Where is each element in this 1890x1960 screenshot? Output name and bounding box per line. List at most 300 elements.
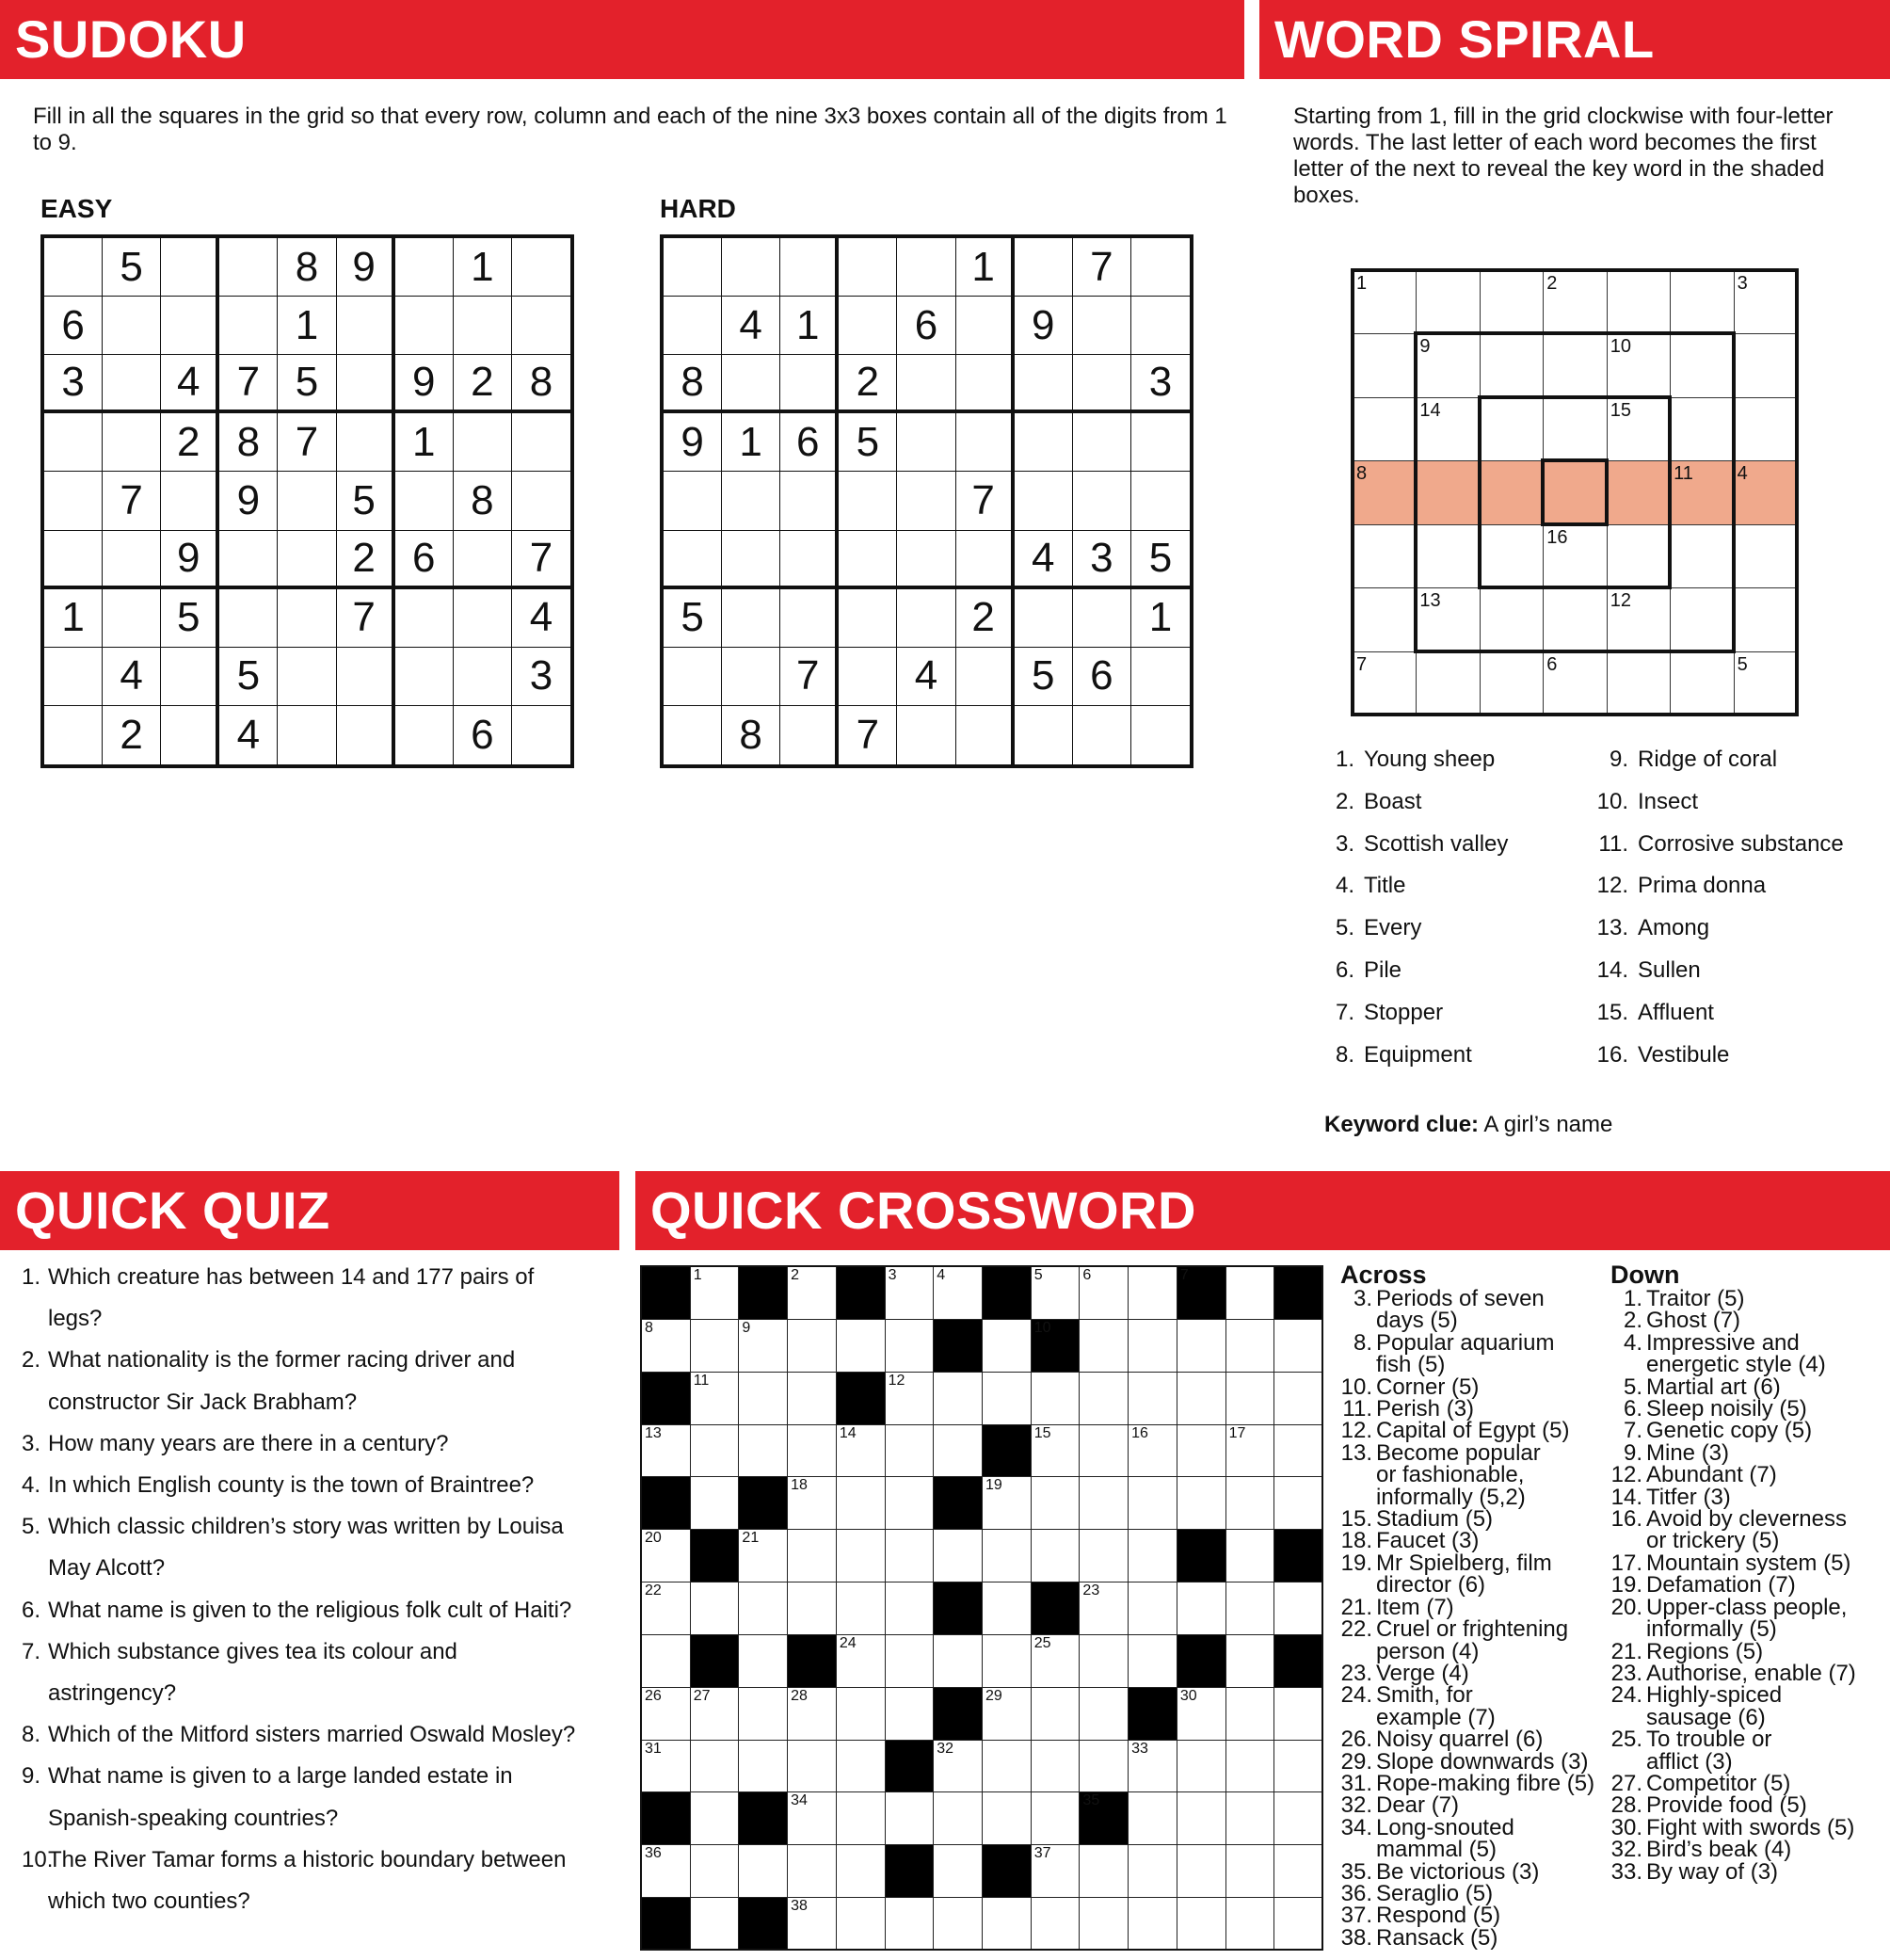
- crossword-clue-number: 1.: [1623, 1286, 1642, 1311]
- crossword-clue-line: informally (5,2): [1376, 1484, 1526, 1510]
- spiral-clue-text: Pile: [1364, 957, 1402, 983]
- crossword-clue-line: Fight with swords (5): [1646, 1814, 1855, 1840]
- sudoku-cell[interactable]: [664, 531, 722, 589]
- crossword-clue: [1610, 1288, 1890, 1309]
- sudoku-cell[interactable]: [103, 413, 161, 472]
- sudoku-cell[interactable]: 4: [161, 355, 219, 413]
- sudoku-cell[interactable]: [103, 355, 161, 413]
- sudoku-cell[interactable]: [1015, 472, 1073, 530]
- spiral-clue-text: Every: [1364, 915, 1422, 941]
- sudoku-cell[interactable]: 1: [395, 413, 454, 472]
- sudoku-cell[interactable]: 8: [278, 238, 336, 297]
- spiral-clue: [1322, 957, 1401, 984]
- spiral-clue-text: Title: [1364, 873, 1406, 899]
- keyword-clue-label: Keyword clue:: [1324, 1112, 1480, 1137]
- sudoku-cell[interactable]: 7: [103, 472, 161, 530]
- sudoku-cell[interactable]: [337, 648, 395, 706]
- crossword-number: 26: [645, 1687, 662, 1704]
- sudoku-cell[interactable]: 5: [839, 413, 897, 472]
- sudoku-cell[interactable]: 9: [161, 531, 219, 589]
- crossword-clue: [1340, 1376, 1609, 1398]
- sudoku-cell[interactable]: 6: [454, 706, 512, 764]
- sudoku-cell[interactable]: [1131, 472, 1190, 530]
- sudoku-cell[interactable]: [1131, 297, 1190, 355]
- sudoku-cell[interactable]: 9: [664, 413, 722, 472]
- crossword-number: 15: [1033, 1424, 1051, 1441]
- sudoku-cell[interactable]: [897, 589, 955, 648]
- sudoku-cell[interactable]: [897, 355, 955, 413]
- sudoku-cell[interactable]: [1073, 297, 1131, 355]
- sudoku-cell[interactable]: [44, 472, 103, 530]
- quiz-question-continued: which two counties?: [48, 1888, 250, 1914]
- crossword-clue: [1610, 1594, 1890, 1643]
- sudoku-cell[interactable]: 3: [512, 648, 570, 706]
- sudoku-cell[interactable]: 4: [1015, 531, 1073, 589]
- sudoku-cell[interactable]: [722, 531, 780, 589]
- sudoku-cell[interactable]: [219, 531, 278, 589]
- crossword-clue-line: Traitor (5): [1646, 1286, 1745, 1311]
- sudoku-cell[interactable]: 2: [103, 706, 161, 764]
- sudoku-cell[interactable]: [219, 297, 278, 355]
- sudoku-cell[interactable]: 9: [1015, 297, 1073, 355]
- sudoku-cell[interactable]: [44, 413, 103, 472]
- crossword-clue-line: person (4): [1376, 1638, 1480, 1664]
- crossword-clue-line: Stadium (5): [1376, 1506, 1494, 1533]
- sudoku-cell[interactable]: 2: [337, 531, 395, 589]
- sudoku-cell[interactable]: [722, 355, 780, 413]
- crossword-clue-line: fish (5): [1376, 1352, 1446, 1378]
- spiral-clue: [1591, 1000, 1714, 1026]
- crossword-number: 24: [839, 1634, 857, 1651]
- sudoku-cell[interactable]: [664, 297, 722, 355]
- spiral-clue-text: Sullen: [1638, 957, 1701, 983]
- sudoku-cell[interactable]: 6: [780, 413, 839, 472]
- quiz-number: 1.: [22, 1264, 41, 1290]
- sudoku-cell[interactable]: 3: [1073, 531, 1131, 589]
- spiral-clue-number: 16.: [1596, 1041, 1628, 1068]
- sudoku-cell[interactable]: 2: [454, 355, 512, 413]
- crossword-clue-number: 7.: [1623, 1418, 1642, 1444]
- sudoku-cell[interactable]: [956, 413, 1015, 472]
- sudoku-cell[interactable]: 5: [664, 589, 722, 648]
- sudoku-cell[interactable]: [219, 589, 278, 648]
- sudoku-cell[interactable]: 1: [278, 297, 336, 355]
- sudoku-cell[interactable]: 7: [956, 472, 1015, 530]
- crossword-clue: [1340, 1439, 1609, 1510]
- sudoku-cell[interactable]: [512, 706, 570, 764]
- crossword-clue-number: 37.: [1340, 1903, 1372, 1929]
- crossword-number: 32: [937, 1740, 954, 1757]
- sudoku-cell[interactable]: [337, 706, 395, 764]
- crossword-clue-number: 16.: [1610, 1506, 1642, 1533]
- across-clues: [1340, 1261, 1609, 1949]
- sudoku-cell[interactable]: [1073, 472, 1131, 530]
- crossword-clue-line: By way of (3): [1646, 1858, 1779, 1885]
- sudoku-cell[interactable]: [897, 531, 955, 589]
- crossword-clue-line: Slope downwards (3): [1376, 1748, 1589, 1775]
- spiral-clue-text: Equipment: [1364, 1041, 1472, 1068]
- sudoku-cell[interactable]: 7: [337, 589, 395, 648]
- spiral-clue-number: 1.: [1335, 747, 1354, 772]
- sudoku-cell[interactable]: [664, 706, 722, 764]
- sudoku-cell[interactable]: [454, 648, 512, 706]
- sudoku-cell[interactable]: [161, 297, 219, 355]
- crossword-clue: [1340, 1552, 1609, 1597]
- sudoku-cell[interactable]: [161, 238, 219, 297]
- crossword-clue-number: 6.: [1623, 1396, 1642, 1422]
- sudoku-cell[interactable]: 1: [956, 238, 1015, 297]
- sudoku-cell[interactable]: [512, 238, 570, 297]
- sudoku-cell[interactable]: [839, 531, 897, 589]
- sudoku-cell[interactable]: [897, 238, 955, 297]
- sudoku-cell[interactable]: [337, 413, 395, 472]
- sudoku-cell[interactable]: [278, 589, 336, 648]
- spiral-number: 2: [1546, 273, 1558, 294]
- crossword-clue-line: Bird’s beak (4): [1646, 1837, 1792, 1863]
- sudoku-cell[interactable]: [1015, 355, 1073, 413]
- sudoku-cell[interactable]: [897, 413, 955, 472]
- sudoku-cell[interactable]: [897, 706, 955, 764]
- sudoku-cell[interactable]: 3: [44, 355, 103, 413]
- crossword-clue-number: 8.: [1353, 1329, 1372, 1356]
- sudoku-cell[interactable]: [395, 472, 454, 530]
- crossword-number: 3: [888, 1267, 897, 1283]
- crossword-clue: [1610, 1552, 1890, 1574]
- sudoku-cell[interactable]: [664, 472, 722, 530]
- sudoku-cell[interactable]: [454, 531, 512, 589]
- sudoku-cell[interactable]: [395, 297, 454, 355]
- quick-quiz-header: QUICK QUIZ: [0, 1171, 619, 1250]
- spiral-clue: [1591, 957, 1701, 984]
- sudoku-cell[interactable]: [1015, 238, 1073, 297]
- sudoku-cell[interactable]: 7: [512, 531, 570, 589]
- sudoku-cell[interactable]: [1015, 589, 1073, 648]
- crossword-clue-number: 12.: [1340, 1418, 1372, 1444]
- sudoku-cell[interactable]: [278, 472, 336, 530]
- crossword-number: 31: [645, 1740, 662, 1757]
- sudoku-cell[interactable]: 1: [722, 413, 780, 472]
- crossword-clue: [1610, 1308, 1890, 1334]
- spiral-clue-text: Prima donna: [1638, 873, 1767, 899]
- spiral-clue: [1591, 789, 1698, 815]
- crossword-clue: [1610, 1329, 1890, 1378]
- quiz-question: The River Tamar forms a historic boundary between: [48, 1846, 567, 1872]
- sudoku-cell[interactable]: [512, 413, 570, 472]
- spiral-number: 4: [1737, 463, 1748, 485]
- crossword-clue: [1610, 1464, 1890, 1486]
- sudoku-cell[interactable]: [839, 297, 897, 355]
- crossword-number: 13: [645, 1424, 662, 1441]
- sudoku-cell[interactable]: [337, 297, 395, 355]
- crossword-clue-line: Verge (4): [1376, 1660, 1469, 1686]
- sudoku-cell[interactable]: [780, 531, 839, 589]
- sudoku-cell[interactable]: [839, 238, 897, 297]
- sudoku-cell[interactable]: [780, 472, 839, 530]
- crossword-clue-number: 38.: [1340, 1924, 1372, 1951]
- word-spiral-grid: [1353, 270, 1797, 715]
- crossword-clue-line: Mountain system (5): [1646, 1550, 1851, 1576]
- sudoku-cell[interactable]: 5: [278, 355, 336, 413]
- sudoku-cell[interactable]: [219, 238, 278, 297]
- sudoku-cell[interactable]: [278, 706, 336, 764]
- crossword-number: 5: [1033, 1267, 1043, 1283]
- spiral-number: 15: [1610, 399, 1631, 421]
- across-title: Across: [1340, 1261, 1427, 1289]
- sudoku-cell[interactable]: 5: [103, 238, 161, 297]
- crossword-clue-number: 30.: [1610, 1814, 1642, 1840]
- sudoku-cell[interactable]: 2: [956, 589, 1015, 648]
- crossword-clue-line: sausage (6): [1646, 1704, 1766, 1730]
- sudoku-cell[interactable]: [395, 706, 454, 764]
- crossword-number: 28: [791, 1687, 808, 1704]
- spiral-clue-number: 2.: [1335, 788, 1354, 814]
- sudoku-cell[interactable]: 1: [780, 297, 839, 355]
- hard-sudoku-grid: [660, 234, 1193, 768]
- crossword-number: 27: [693, 1687, 711, 1704]
- sudoku-cell[interactable]: [1131, 706, 1190, 764]
- quiz-question: In which English county is the town of Braintree?: [48, 1472, 535, 1498]
- sudoku-cell[interactable]: 1: [454, 238, 512, 297]
- crossword-clue-line: Noisy quarrel (6): [1376, 1727, 1544, 1753]
- sudoku-cell[interactable]: 8: [219, 413, 278, 472]
- crossword-number: 9: [742, 1319, 751, 1336]
- sudoku-cell[interactable]: [161, 706, 219, 764]
- crossword-clue-number: 9.: [1623, 1439, 1642, 1466]
- sudoku-cell[interactable]: [103, 589, 161, 648]
- crossword-clue-line: afflict (3): [1646, 1748, 1733, 1775]
- spiral-number: 14: [1419, 399, 1441, 421]
- crossword-clue: [1340, 1329, 1609, 1378]
- sudoku-cell[interactable]: [395, 648, 454, 706]
- sudoku-cell[interactable]: 2: [839, 355, 897, 413]
- sudoku-cell[interactable]: [722, 238, 780, 297]
- sudoku-cell[interactable]: 7: [219, 355, 278, 413]
- sudoku-cell[interactable]: 7: [780, 648, 839, 706]
- sudoku-cell[interactable]: [1073, 413, 1131, 472]
- sudoku-cell[interactable]: 6: [44, 297, 103, 355]
- crossword-clue-line: energetic style (4): [1646, 1352, 1826, 1378]
- sudoku-instructions: Fill in all the squares in the grid so that every row, column and each of the nine 3x3 boxes contain all of the digits from 1 to 9.: [33, 104, 1227, 155]
- sudoku-cell[interactable]: [722, 472, 780, 530]
- sudoku-cell[interactable]: [956, 355, 1015, 413]
- crossword-clue-number: 5.: [1623, 1374, 1642, 1400]
- crossword-clue-number: 33.: [1610, 1858, 1642, 1885]
- crossword-clue: [1340, 1684, 1609, 1728]
- crossword-clue-line: Be victorious (3): [1376, 1858, 1540, 1885]
- sudoku-cell[interactable]: 7: [839, 706, 897, 764]
- crossword-clue-number: 11.: [1342, 1396, 1372, 1422]
- sudoku-cell[interactable]: 9: [395, 355, 454, 413]
- quiz-number: 10.: [22, 1846, 54, 1872]
- crossword-clue: [1610, 1572, 1890, 1599]
- sudoku-cell[interactable]: 5: [337, 472, 395, 530]
- spiral-number: 7: [1356, 653, 1368, 675]
- sudoku-cell[interactable]: 6: [1073, 648, 1131, 706]
- sudoku-cell[interactable]: [103, 531, 161, 589]
- crossword-clue-number: 26.: [1340, 1727, 1372, 1753]
- sudoku-cell[interactable]: 4: [897, 648, 955, 706]
- sudoku-cell[interactable]: [956, 706, 1015, 764]
- sudoku-cell[interactable]: [956, 648, 1015, 706]
- sudoku-cell[interactable]: [103, 297, 161, 355]
- spiral-clue-number: 15.: [1596, 999, 1628, 1025]
- crossword-clue: [1610, 1837, 1890, 1863]
- quiz-question: What name is given to the religious folk cult of Haiti?: [48, 1597, 572, 1623]
- sudoku-cell[interactable]: 4: [722, 297, 780, 355]
- crossword-clue: [1340, 1288, 1609, 1332]
- quiz-number: 9.: [22, 1763, 41, 1790]
- spiral-number: 8: [1356, 463, 1368, 485]
- spiral-clue-text: Affluent: [1638, 999, 1714, 1025]
- spiral-clue: [1322, 747, 1495, 773]
- sudoku-cell[interactable]: 5: [1131, 531, 1190, 589]
- crossword-clue-line: Defamation (7): [1646, 1572, 1796, 1599]
- crossword-clue-line: Become popular: [1376, 1439, 1541, 1466]
- sudoku-cell[interactable]: [454, 413, 512, 472]
- sudoku-cell[interactable]: [1131, 413, 1190, 472]
- spiral-clue: [1322, 1042, 1472, 1068]
- quiz-question: How many years are there in a century?: [48, 1430, 449, 1456]
- spiral-number: 16: [1546, 526, 1568, 548]
- sudoku-cell[interactable]: [956, 297, 1015, 355]
- spiral-clue-text: Boast: [1364, 788, 1422, 814]
- sudoku-cell[interactable]: [454, 589, 512, 648]
- sudoku-cell[interactable]: [956, 531, 1015, 589]
- crossword-clue-line: Dear (7): [1376, 1792, 1460, 1819]
- spiral-center-border: [1541, 458, 1608, 525]
- sudoku-cell[interactable]: 8: [454, 472, 512, 530]
- crossword-clue: [1340, 1924, 1609, 1951]
- quiz-question: What name is given to a large landed estate in: [48, 1763, 513, 1790]
- sudoku-cell[interactable]: [1015, 706, 1073, 764]
- sudoku-cell[interactable]: [722, 589, 780, 648]
- crossword-clue-line: Periods of seven: [1376, 1286, 1545, 1311]
- crossword-clue-number: 19.: [1340, 1550, 1372, 1576]
- crossword-clue-number: 23.: [1340, 1660, 1372, 1686]
- sudoku-cell[interactable]: [780, 238, 839, 297]
- hard-label: HARD: [660, 194, 736, 223]
- sudoku-cell[interactable]: [395, 589, 454, 648]
- sudoku-cell[interactable]: 8: [512, 355, 570, 413]
- sudoku-cell[interactable]: [780, 589, 839, 648]
- sudoku-cell[interactable]: 4: [219, 706, 278, 764]
- crossword-clue-number: 32.: [1610, 1837, 1642, 1863]
- crossword-clue-number: 17.: [1610, 1550, 1642, 1576]
- sudoku-cell[interactable]: 5: [1015, 648, 1073, 706]
- sudoku-cell[interactable]: [454, 297, 512, 355]
- sudoku-cell[interactable]: [1131, 648, 1190, 706]
- sudoku-cell[interactable]: 2: [161, 413, 219, 472]
- crossword-clue-line: Upper-class people,: [1646, 1594, 1848, 1620]
- quiz-question-continued: Spanish-speaking countries?: [48, 1805, 339, 1831]
- sudoku-cell[interactable]: [512, 297, 570, 355]
- sudoku-cell[interactable]: 1: [44, 589, 103, 648]
- sudoku-cell[interactable]: [512, 472, 570, 530]
- quiz-number: 2.: [22, 1347, 41, 1374]
- spiral-clue-text: Ridge of coral: [1638, 747, 1778, 772]
- crossword-number: 23: [1082, 1582, 1100, 1599]
- crossword-clue: [1340, 1748, 1609, 1775]
- crossword-number: 18: [791, 1477, 808, 1494]
- crossword-clue-line: example (7): [1376, 1704, 1496, 1730]
- sudoku-cell[interactable]: [278, 531, 336, 589]
- sudoku-cell[interactable]: [1073, 355, 1131, 413]
- crossword-clue-line: Seraglio (5): [1376, 1880, 1494, 1906]
- crossword-clue-line: Avoid by cleverness: [1646, 1506, 1847, 1533]
- sudoku-cell[interactable]: [44, 706, 103, 764]
- sudoku-cell[interactable]: 8: [664, 355, 722, 413]
- sudoku-cell[interactable]: [278, 648, 336, 706]
- sudoku-cell[interactable]: [897, 472, 955, 530]
- sudoku-cell[interactable]: [395, 238, 454, 297]
- crossword-clue-line: To trouble or: [1646, 1727, 1772, 1753]
- crossword-clue-line: or trickery (5): [1646, 1528, 1780, 1554]
- crossword-number: 21: [742, 1530, 760, 1547]
- crossword-clue-line: Smith, for: [1376, 1682, 1473, 1709]
- sudoku-cell[interactable]: 9: [219, 472, 278, 530]
- sudoku-cell[interactable]: 5: [219, 648, 278, 706]
- sudoku-cell[interactable]: 5: [161, 589, 219, 648]
- sudoku-cell[interactable]: 6: [897, 297, 955, 355]
- sudoku-cell[interactable]: [839, 472, 897, 530]
- crossword-number: 14: [839, 1424, 857, 1441]
- sudoku-cell[interactable]: 7: [1073, 238, 1131, 297]
- sudoku-cell[interactable]: [1073, 706, 1131, 764]
- sudoku-cell[interactable]: [1015, 413, 1073, 472]
- crossword-number: 7: [1179, 1267, 1189, 1283]
- sudoku-cell[interactable]: [1131, 238, 1190, 297]
- sudoku-cell[interactable]: 4: [103, 648, 161, 706]
- crossword-clue: [1340, 1792, 1609, 1819]
- spiral-clue-number: 4.: [1335, 873, 1354, 899]
- spiral-clue-number: 8.: [1335, 1041, 1354, 1068]
- spiral-number: 1: [1356, 273, 1368, 294]
- sudoku-cell[interactable]: [161, 472, 219, 530]
- sudoku-cell[interactable]: 8: [722, 706, 780, 764]
- crossword-clue-line: Long-snouted: [1376, 1814, 1514, 1840]
- crossword-clue-number: 36.: [1340, 1880, 1372, 1906]
- sudoku-cell[interactable]: [161, 648, 219, 706]
- sudoku-cell[interactable]: [839, 648, 897, 706]
- word-spiral-header: WORD SPIRAL: [1259, 0, 1890, 79]
- sudoku-cell[interactable]: 1: [1131, 589, 1190, 648]
- sudoku-cell[interactable]: [1073, 589, 1131, 648]
- crossword-clue-number: 21.: [1610, 1638, 1642, 1664]
- sudoku-cell[interactable]: [780, 355, 839, 413]
- sudoku-cell[interactable]: 9: [337, 238, 395, 297]
- sudoku-cell[interactable]: [664, 238, 722, 297]
- sudoku-cell[interactable]: [839, 589, 897, 648]
- quiz-question: Which classic children’s story was written by Louisa: [48, 1514, 564, 1540]
- sudoku-cell[interactable]: [44, 531, 103, 589]
- spiral-number: 10: [1610, 336, 1631, 358]
- sudoku-cell[interactable]: 6: [395, 531, 454, 589]
- sudoku-cell[interactable]: [722, 648, 780, 706]
- crossword-clue-number: 13.: [1340, 1439, 1372, 1466]
- quiz-question-continued: May Alcott?: [48, 1555, 166, 1582]
- sudoku-cell[interactable]: [664, 648, 722, 706]
- sudoku-cell[interactable]: 4: [512, 589, 570, 648]
- sudoku-cell[interactable]: [780, 706, 839, 764]
- sudoku-cell[interactable]: 3: [1131, 355, 1190, 413]
- sudoku-cell[interactable]: [44, 648, 103, 706]
- sudoku-cell[interactable]: [44, 238, 103, 297]
- crossword-clue-line: or fashionable,: [1376, 1462, 1525, 1488]
- sudoku-cell[interactable]: 7: [278, 413, 336, 472]
- crossword-number: 1: [693, 1267, 702, 1283]
- crossword-clue-number: 24.: [1610, 1682, 1642, 1709]
- sudoku-cell[interactable]: [337, 355, 395, 413]
